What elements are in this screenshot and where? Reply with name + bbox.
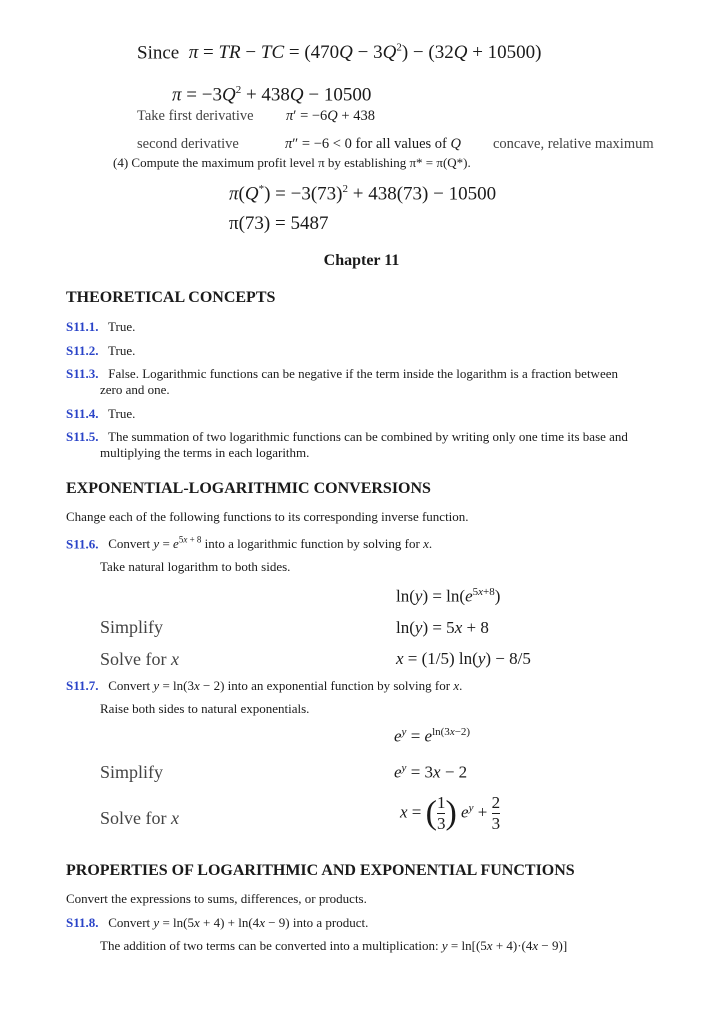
first-derivative-equation: π′ = −6Q + 438 [286, 108, 375, 124]
max-profit-equation-2: π(73) = 5487 [229, 213, 329, 234]
s11-8-note: The addition of two terms can be converted into a multiplication: y = ln[(5x + 4)·(4x − 9)] [100, 938, 568, 953]
item-text: False. Logarithmic functions can be negative if the term inside the logarithm is a fraction between [108, 366, 618, 381]
s11-7-equation-1: $e^y = e^{ln(3x-2)}$ [394, 726, 471, 746]
item-text: True. [108, 319, 136, 334]
s11-7-equation-3: x = ( $\frac{1}{3}$ ) $e^y$ + $\frac{2}{3}$ [400, 793, 501, 833]
second-derivative-note: concave, relative maximum [493, 136, 654, 152]
item-text: True. [108, 406, 136, 421]
item-id: S11.2. [66, 343, 99, 358]
s11-6-equation-2: ln(y) = 5x + 8 [396, 618, 489, 637]
s11-7-solve-label: Solve for x [100, 808, 179, 828]
s11-6-note: Take natural logarithm to both sides. [100, 559, 291, 574]
step-4-text: (4) Compute the maximum profit level π by establishing π* = π(Q*). [113, 155, 471, 170]
list-item [66, 429, 628, 445]
list-item [66, 343, 135, 359]
s11-7-equation-2: $e^y = 3x - 2$ [394, 762, 468, 782]
problem-s11-6-text: Convert $y = e^{5x + 8}$ into a logarithmic function by solving for x. [108, 535, 433, 552]
list-item [66, 406, 135, 422]
list-item [66, 366, 618, 382]
s11-6-equation-1: $\ln(y) = \ln(e^{5x+8})$ [396, 586, 501, 606]
item-text-continued: multiplying the terms in each logarithm. [100, 445, 310, 460]
heading-theoretical-concepts: THEORETICAL CONCEPTS [66, 289, 276, 306]
item-id: S11.4. [66, 406, 99, 421]
problem-s11-8-text: Convert y = ln(5x + 4) + ln(4x − 9) into a product. [108, 915, 369, 930]
first-derivative-label: Take first derivative [137, 108, 254, 124]
item-text: True. [108, 343, 136, 358]
second-derivative-label: second derivative [137, 136, 239, 152]
since-label: Since [137, 42, 180, 64]
item-text: The summation of two logarithmic functions can be combined by writing only one time its base and [108, 429, 628, 444]
profit-equation-body: π = TR − TC = $(470Q - 3Q^2) - (32Q + 10500)$ [188, 42, 542, 64]
properties-intro: Convert the expressions to sums, differences, or products. [66, 891, 367, 906]
list-item [66, 319, 135, 335]
second-derivative-equation: π″ = −6 < 0 for all values of Q [285, 136, 461, 152]
s11-6-solve-label: Solve for x [100, 649, 179, 669]
conversions-intro: Change each of the following functions to its corresponding inverse function. [66, 509, 469, 524]
item-id: S11.6. [66, 536, 99, 552]
problem-s11-7-text: Convert y = ln(3x − 2) into an exponential function by solving for x. [108, 678, 463, 693]
problem-s11-8 [66, 915, 368, 931]
problem-s11-6 [66, 535, 432, 552]
s11-6-simplify-label: Simplify [100, 617, 164, 637]
s11-6-equation-3: x = (1/5) ln(y) − 8/5 [396, 649, 531, 668]
chapter-title: Chapter 11 [323, 252, 400, 269]
profit-equation-simplified: $\pi = -3Q^2 + 438Q - 10500$ [172, 84, 372, 106]
profit-equation [137, 42, 542, 64]
item-id: S11.8. [66, 915, 99, 930]
heading-exp-log-conversions: EXPONENTIAL-LOGARITHMIC CONVERSIONS [66, 480, 431, 497]
item-id: S11.7. [66, 678, 99, 693]
item-text-continued: zero and one. [100, 382, 170, 397]
heading-properties: PROPERTIES OF LOGARITHMIC AND EXPONENTIAL FUNCTIONS [66, 862, 575, 879]
s11-7-simplify-label: Simplify [100, 762, 164, 782]
item-id: S11.5. [66, 429, 99, 444]
item-id: S11.3. [66, 366, 99, 381]
item-id: S11.1. [66, 319, 99, 334]
s11-7-note: Raise both sides to natural exponentials. [100, 701, 310, 716]
max-profit-equation-1: $\pi(Q^*) = -3(73)^2 + 438(73) - 10500$ [229, 183, 497, 205]
problem-s11-7 [66, 678, 462, 694]
